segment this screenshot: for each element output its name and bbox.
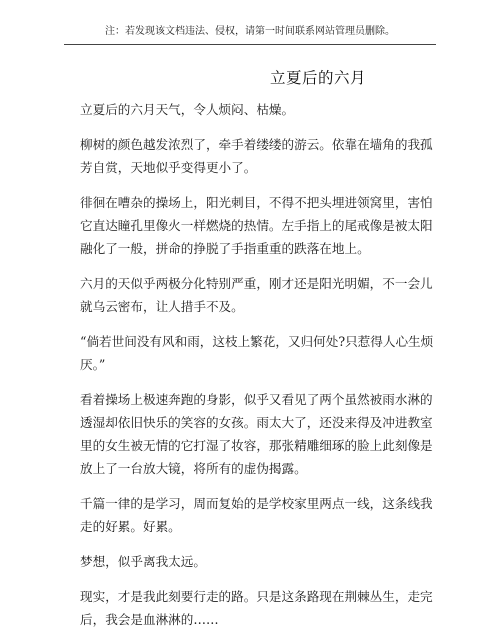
header-divider — [64, 44, 436, 45]
paragraph: 立夏后的六月天气，令人烦闷、枯燥。 — [80, 102, 295, 117]
paragraph: 现实，才是我此刻要行走的路。只是这条路现在荆棘丛生，走完后，我会是血淋淋的…… — [80, 589, 433, 627]
paragraph: 六月的天似乎两极分化特别严重，刚才还是阳光明媚，不一会儿就乌云密布，让人措手不及。 — [80, 276, 433, 314]
paragraph: 看着操场上极速奔跑的身影，似乎又看见了两个虽然被雨水淋的透湿却依旧快乐的笑容的女孩。雨太大了，还没来得及冲进教室里的女生被无情的它打湿了妆容，那张精雕细琢的脸上此刻像是放上了一台放大镜，将所有的虚伪揭露。 — [80, 392, 433, 476]
paragraph: 徘徊在嘈杂的操场上，阳光刺目，不得不把头埋进领窝里，害怕它直达瞳孔里像火一样燃烧的热情。左手指上的尾戒像是被太阳融化了一般，拼命的挣脱了手指重重的跌落在地上。 — [80, 195, 433, 256]
paragraph: 柳树的颜色越发浓烈了，牵手着缕缕的游云。依靠在墙角的我孤芳自赏，天地似乎变得更小了。 — [80, 137, 433, 175]
paragraph: “倘若世间没有风和雨，这枝上繁花，又归何处?只惹得人心生烦厌。” — [80, 334, 434, 372]
paragraph: 千篇一律的是学习，周而复始的是学校家里两点一线，这条线我走的好累。好累。 — [80, 496, 433, 534]
document-title: 立夏后的六月 — [270, 69, 367, 87]
copyright-notice: 注：若发现该文档违法、侵权，请第一时间联系网站管理员删除。 — [105, 26, 395, 37]
paragraph: 梦想，似乎离我太远。 — [80, 554, 206, 569]
document-body — [80, 98, 442, 643]
